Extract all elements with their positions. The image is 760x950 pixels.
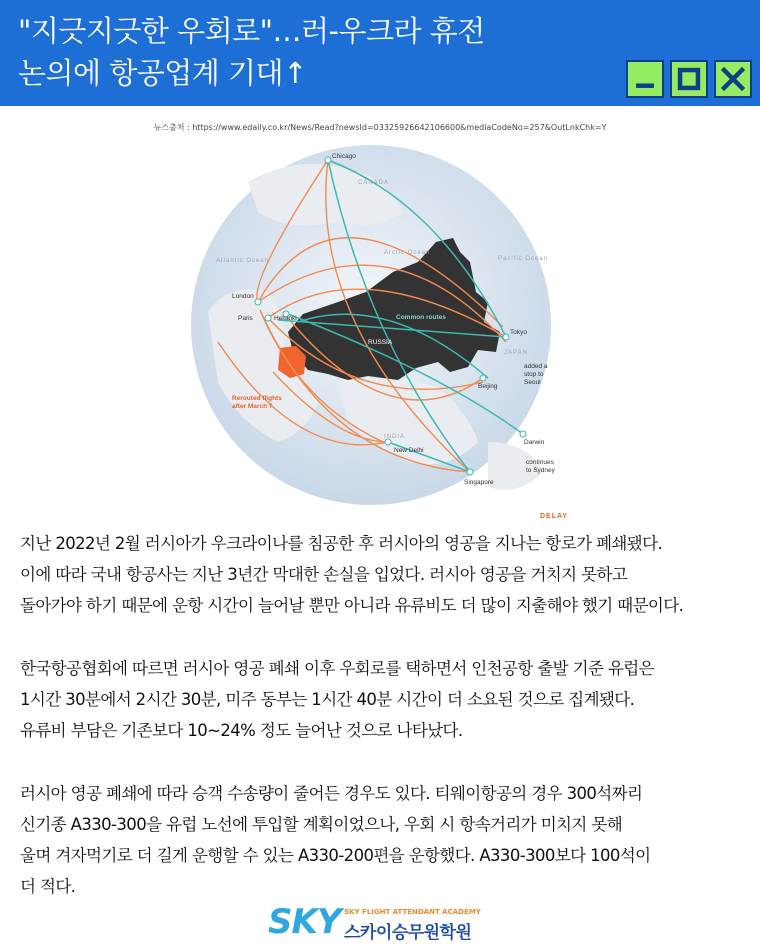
p2-line-3: 유류비 부담은 기존보다 10~24% 정도 늘어난 것으로 나타났다. — [20, 721, 463, 740]
label-paris: Paris — [238, 315, 253, 322]
p3-line-4: 더 적다. — [20, 877, 76, 896]
logo-brand: SKY — [268, 902, 341, 942]
p1-line-2: 이에 따라 국내 항공사는 지난 3년간 막대한 손실을 입었다. 러시아 영공을 거치지 못하고 — [20, 565, 628, 584]
label-atlantic: Atlantic Ocean — [216, 258, 270, 264]
p2-line-2: 1시간 30분에서 2시간 30분, 미주 동부는 1시간 40분 시간이 더 소요된 것으로 집계됐다. — [20, 690, 635, 709]
p3-line-1: 러시아 영공 폐쇄에 따라 승객 수송량이 줄어든 경우도 있다. 티웨이항공의 경우 300석짜리 — [20, 784, 643, 803]
label-beijing: Beijing — [478, 383, 498, 390]
maximize-button[interactable] — [670, 60, 708, 98]
note-seoul-1: added a — [524, 363, 548, 370]
p3-line-3: 울며 겨자먹기로 더 길게 운행할 수 있는 A330-200편을 운항했다. A330-300보다 100석이 — [20, 846, 651, 865]
academy-logo — [268, 902, 498, 946]
article-body — [20, 528, 750, 934]
p3-line-2: 신기종 A330-300을 유럽 노선에 투입할 계획이었으나, 우회 시 항속거리가 미치지 못해 — [20, 815, 623, 834]
logo-tagline: SKY FLIGHT ATTENDANT ACADEMY — [344, 908, 481, 916]
p2-line-1: 한국항공협회에 따르면 러시아 영공 폐쇄 이후 우회로를 택하면서 인천공항 출발 기준 유럽은 — [20, 659, 654, 678]
paragraph-2 — [20, 653, 750, 746]
page-title — [18, 10, 578, 94]
paragraph-1 — [20, 528, 750, 621]
label-helsinki: Helsinki — [274, 315, 297, 322]
label-japan: JAPAN — [504, 350, 528, 356]
label-pacific: Pacific Ocean — [498, 256, 549, 262]
p1-line-3: 돌아가야 하기 때문에 운항 시간이 늘어날 뿐만 아니라 유류비도 더 많이 지출해야 했기 때문이다. — [20, 596, 684, 615]
label-london: London — [232, 293, 254, 300]
title-line-2: 논의에 항공업계 기대↑ — [18, 56, 307, 90]
header-bar — [0, 0, 760, 106]
label-canada: CANADA — [358, 180, 390, 186]
flight-route-map — [188, 142, 574, 522]
label-india: INDIA — [384, 434, 406, 440]
close-button[interactable] — [714, 60, 752, 98]
minimize-button[interactable] — [626, 60, 664, 98]
p1-line-1: 지난 2022년 2월 러시아가 우크라이나를 침공한 후 러시아의 영공을 지나는 항로가 폐쇄됐다. — [20, 534, 663, 553]
label-singapore: Singapore — [464, 479, 494, 486]
legend-common-routes: Common routes — [396, 314, 446, 321]
maximize-icon — [672, 62, 706, 96]
label-russia: RUSSIA — [368, 339, 393, 346]
label-tokyo: Tokyo — [510, 329, 527, 336]
logo-name: 스카이승무원학원 — [344, 923, 472, 943]
minimize-icon — [628, 62, 662, 96]
paragraph-3 — [20, 778, 750, 902]
label-arctic: Arctic Ocean — [384, 250, 431, 256]
title-line-1: "지긋지긋한 우회로"…러-우크라 휴전 — [18, 14, 485, 48]
note-seoul-3: Seoul — [524, 379, 541, 386]
legend-rerouted-1: Rerouted flights — [232, 395, 282, 402]
close-icon — [716, 62, 750, 96]
news-source: 뉴스출처 : https://www.edaily.co.kr/News/Read?newsId=03325926642106600&mediaCodeNo=257&OutLnkChk=Y — [153, 123, 607, 132]
window-controls — [626, 60, 752, 98]
legend-rerouted-2: after March 7 — [232, 403, 273, 410]
note-darwin-2: to Sydney — [526, 467, 555, 474]
note-seoul-2: stop to — [524, 371, 544, 378]
label-new-delhi: New Delhi — [394, 447, 424, 454]
note-darwin-1: continues — [526, 459, 554, 466]
map-credit: DELAY — [540, 513, 569, 520]
label-darwin: Darwin — [524, 439, 545, 446]
label-chicago: Chicago — [332, 153, 356, 160]
